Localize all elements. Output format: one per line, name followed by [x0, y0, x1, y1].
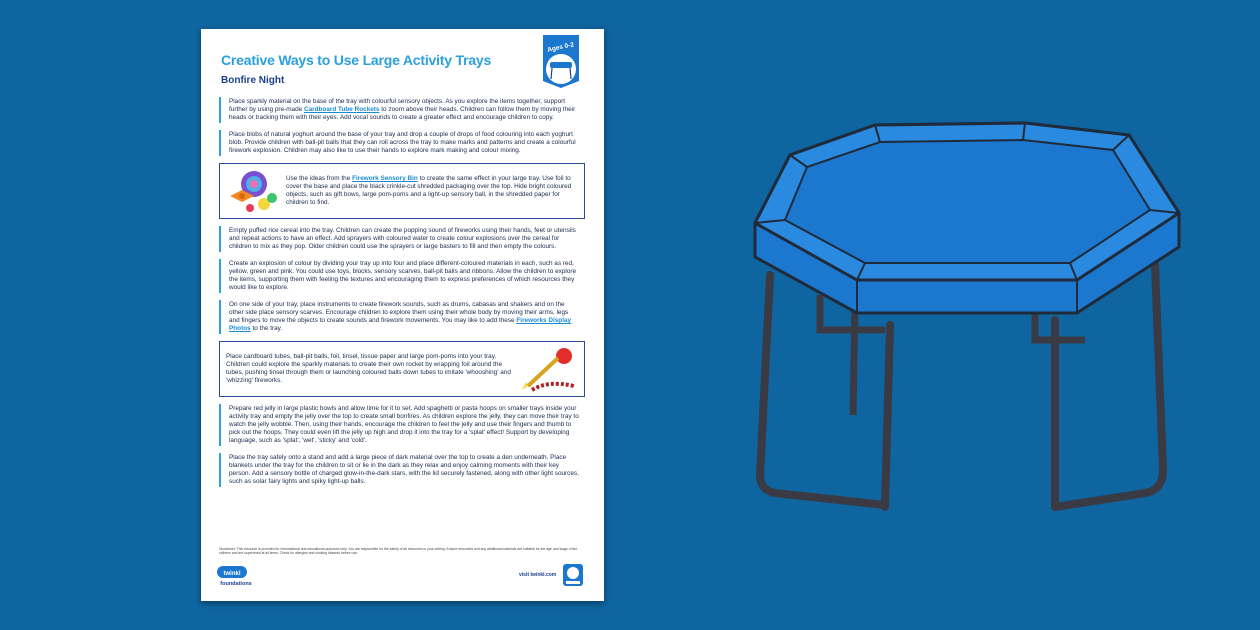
bows-pompoms-icon	[226, 168, 280, 214]
age-badge	[539, 33, 583, 89]
highlight-box-sensory-bin: Use the ideas from the Firework Sensory Bin to create the same effect in your large tray. Use foil to cover the base and place the black crinkle-cut shredded packaging over the top. Hide bright coloured objects, such as gift bows, large pom-poms and a light-up sensory ball, in the shredded paper for children to find.	[219, 163, 585, 219]
age-badge-text: Ages 0-2	[546, 41, 575, 54]
paragraph: Prepare red jelly in large plastic bowls and allow time for it to set. Add spaghetti or pasta hoops on smaller trays inside your activity tray and empty the jelly over the top to create small bonfires. As children explore the jelly, they can move their tray to watch the jelly wobble. Then, using their hands, encourage the children to feel the jelly and use their fingers and thumb to pick out the hoops. They could even lift the jelly up high and drop it into the tray for a 'splat' effect! Support by developing language, such as 'splat', 'wet', 'sticky' and 'cold'.	[219, 404, 585, 446]
link-cardboard-tube-rockets[interactable]: Cardboard Tube Rockets	[303, 106, 380, 113]
svg-text:foundations: foundations	[220, 581, 252, 587]
activity-sheet	[201, 29, 604, 601]
activity-tray-illustration	[735, 115, 1185, 515]
quality-badge-icon	[561, 562, 585, 588]
highlight-box-rockets: Place cardboard tubes, ball-pit balls, foil, tinsel, tissue paper and large pom-poms into your tray. Children could explore the sparkly materials to create their own rocket by wrapping foil around the tubes, pushing tinsel through them or launching coloured balls down tubes to imitate 'whooshing' and 'whizzing' fireworks.	[219, 341, 585, 397]
sheet-content	[219, 97, 585, 494]
link-firework-sensory-bin[interactable]: Firework Sensory Bin	[352, 175, 418, 182]
disclaimer: Disclaimer: This resource is provided for informational and educational purposes only. You are responsible for the safety of all resources in your setting. Ensure resources and any additional materials are suitable for the age and stage of the children and are supervised at all times. Check for allergies and choking hazards before use.	[219, 547, 578, 555]
rocket-tinsel-icon	[518, 346, 578, 392]
paragraph: Empty puffed rice cereal into the tray. Children can create the popping sound of fireworks using their hands, feet or utensils and repeat actions to have an effect. Add sprayers with coloured water to create colour explosions over the cereal for children to mix as they pop. Older children could use the sprayers or large basters to fill and then empty the colours.	[219, 226, 585, 252]
footer-url[interactable]: visit twinkl.com	[519, 572, 557, 578]
sheet-title: Creative Ways to Use Large Activity Trays	[221, 52, 492, 68]
paragraph: On one side of your tray, place instruments to create firework sounds, such as drums, cabasas and shakers and on the other side place sensory scarves. Encourage children to explore them using their whole body by moving their arms, legs and fingers to move the objects to create sounds and firework movements. You may like to add these Fireworks Display Photos to the tray.	[219, 300, 585, 334]
svg-text:twinkl: twinkl	[223, 571, 241, 577]
paragraph: Place blobs of natural yoghurt around the base of your tray and drop a couple of drops of food colouring into each yoghurt blob. Provide children with ball-pit balls that they can roll across the tray to make marks and patterns and create a colourful firework explosion. Children may also like to use their hands to explore mark making and colour mixing.	[219, 130, 585, 156]
paragraph: Place sparkly material on the base of the tray with colourful sensory objects. As you explore the items together, support further by using pre-made Cardboard Tube Rockets to zoom above their heads. Children can follow them by moving their heads or tracking them with their eyes. Add vocal sounds to create a greater effect and encourage children to copy.	[219, 97, 585, 123]
paragraph: Place the tray safely onto a stand and add a large piece of dark material over the top to create a den underneath. Place blankets under the tray for the children to sit or lie in the dark as they relax and enjoy calming moments with their key person. Add a sensory bottle of charged glow-in-the-dark stars, with the lid securely fastened, along with other light sources, such as solar fairy lights and spiky light-up balls.	[219, 453, 585, 487]
link-fireworks-display-photos[interactable]: Fireworks Display Photos	[229, 317, 572, 332]
twinkl-foundations-logo	[217, 564, 257, 588]
paragraph: Create an explosion of colour by dividing your tray up into four and place different-coloured materials in each, such as red, yellow, green and pink. You could use toys, blocks, sensory scarves, ball-pit balls and ribbons. Allow the children to explore the items, supporting them with feeling the textures and encouraging them to express preferences of which resources they would like to explore.	[219, 259, 585, 293]
sheet-subtitle: Bonfire Night	[221, 75, 285, 86]
